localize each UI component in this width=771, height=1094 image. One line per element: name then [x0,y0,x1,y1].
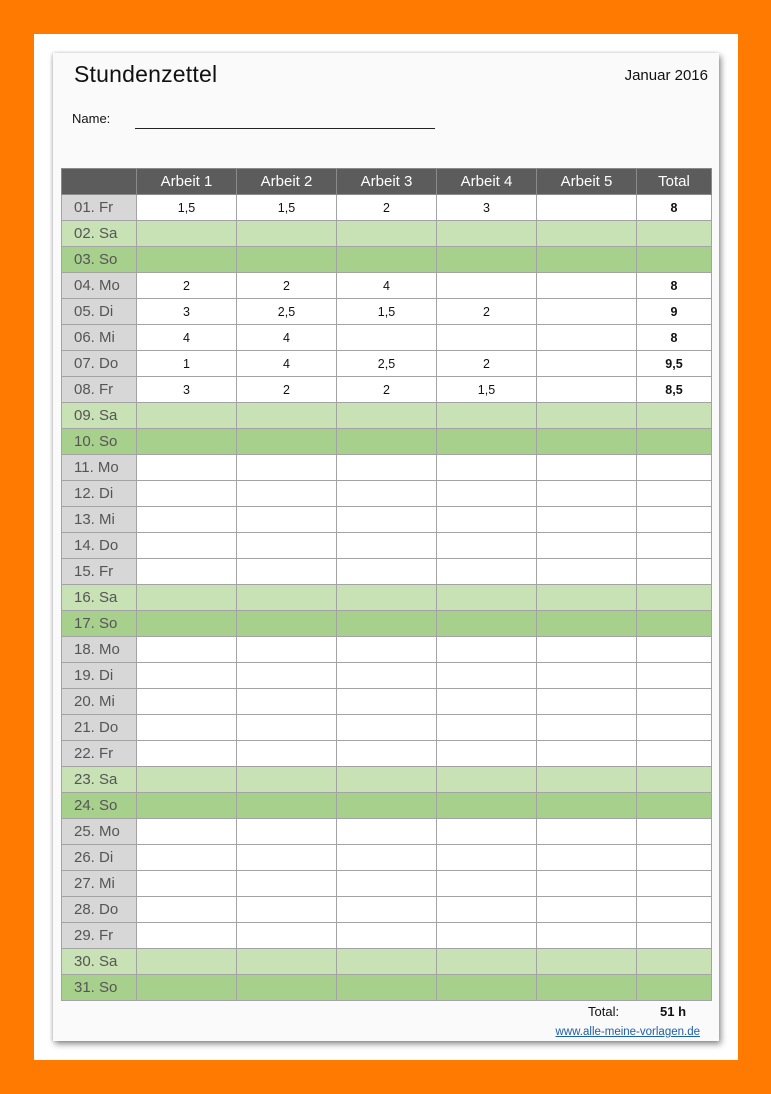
hours-cell-arbeit-2[interactable] [237,221,337,247]
table-row [62,325,712,351]
page-title: Stundenzettel [74,61,218,87]
table-row [62,741,712,767]
hours-cell-arbeit-1[interactable] [137,793,237,819]
table-row [62,481,712,507]
row-total-cell [637,559,712,585]
hours-cell-arbeit-4[interactable] [437,871,537,897]
row-total-cell: 8 [637,195,712,221]
table-row [62,429,712,455]
day-cell: 06. Mi [62,325,137,351]
table-row [62,663,712,689]
day-cell: 26. Di [62,845,137,871]
row-total-cell [637,923,712,949]
hours-cell-arbeit-1[interactable]: 4 [137,325,237,351]
hours-cell-arbeit-3[interactable] [337,845,437,871]
hours-cell-arbeit-5[interactable] [537,195,637,221]
row-total-cell: 8,5 [637,377,712,403]
hours-cell-arbeit-1[interactable] [137,845,237,871]
hours-cell-arbeit-2[interactable]: 2 [237,377,337,403]
hours-cell-arbeit-1[interactable] [137,429,237,455]
day-cell: 18. Mo [62,637,137,663]
day-cell: 07. Do [62,351,137,377]
hours-cell-arbeit-3[interactable] [337,949,437,975]
row-total-cell [637,481,712,507]
hours-cell-arbeit-2[interactable] [237,585,337,611]
table-row [62,689,712,715]
hours-cell-arbeit-5[interactable] [537,923,637,949]
day-cell: 01. Fr [62,195,137,221]
hours-cell-arbeit-2[interactable] [237,247,337,273]
table-row [62,455,712,481]
table-row [62,351,712,377]
table-row [62,585,712,611]
table-row [62,871,712,897]
day-cell: 11. Mo [62,455,137,481]
day-cell: 08. Fr [62,377,137,403]
hours-cell-arbeit-5[interactable] [537,819,637,845]
hours-cell-arbeit-5[interactable] [537,221,637,247]
hours-cell-arbeit-2[interactable] [237,923,337,949]
hours-cell-arbeit-3[interactable] [337,585,437,611]
table-row [62,195,712,221]
hours-cell-arbeit-1[interactable] [137,663,237,689]
row-total-cell [637,689,712,715]
day-cell: 16. Sa [62,585,137,611]
hours-cell-arbeit-3[interactable] [337,533,437,559]
hours-cell-arbeit-1[interactable]: 1 [137,351,237,377]
hours-cell-arbeit-2[interactable] [237,663,337,689]
timesheet-page [53,53,719,1041]
hours-cell-arbeit-1[interactable] [137,611,237,637]
column-header-arbeit-2: Arbeit 2 [237,169,337,195]
hours-cell-arbeit-3[interactable] [337,611,437,637]
hours-cell-arbeit-5[interactable] [537,507,637,533]
hours-cell-arbeit-5[interactable] [537,299,637,325]
hours-cell-arbeit-2[interactable] [237,741,337,767]
hours-cell-arbeit-4[interactable] [437,533,537,559]
hours-cell-arbeit-3[interactable]: 2 [337,195,437,221]
hours-cell-arbeit-1[interactable] [137,247,237,273]
table-row [62,559,712,585]
hours-cell-arbeit-1[interactable]: 1,5 [137,195,237,221]
row-total-cell [637,403,712,429]
grand-total-label: Total: [588,1004,620,1019]
hours-cell-arbeit-1[interactable] [137,923,237,949]
hours-cell-arbeit-4[interactable] [437,819,537,845]
hours-cell-arbeit-1[interactable]: 3 [137,299,237,325]
hours-cell-arbeit-2[interactable] [237,975,337,1001]
hours-cell-arbeit-5[interactable] [537,403,637,429]
table-body [62,195,712,1001]
hours-cell-arbeit-5[interactable] [537,767,637,793]
row-total-cell [637,741,712,767]
row-total-cell [637,533,712,559]
hours-cell-arbeit-1[interactable] [137,975,237,1001]
hours-cell-arbeit-3[interactable] [337,923,437,949]
day-cell: 21. Do [62,715,137,741]
hours-cell-arbeit-1[interactable] [137,585,237,611]
table-row [62,247,712,273]
day-cell: 14. Do [62,533,137,559]
hours-cell-arbeit-3[interactable]: 1,5 [337,299,437,325]
hours-cell-arbeit-3[interactable] [337,975,437,1001]
hours-cell-arbeit-3[interactable] [337,663,437,689]
column-header-day [62,169,137,195]
hours-cell-arbeit-3[interactable] [337,637,437,663]
hours-cell-arbeit-1[interactable] [137,507,237,533]
hours-cell-arbeit-5[interactable] [537,247,637,273]
hours-cell-arbeit-4[interactable] [437,741,537,767]
hours-cell-arbeit-4[interactable] [437,585,537,611]
row-total-cell [637,793,712,819]
column-header-arbeit-1: Arbeit 1 [137,169,237,195]
hours-cell-arbeit-4[interactable] [437,559,537,585]
hours-cell-arbeit-4[interactable] [437,715,537,741]
hours-cell-arbeit-1[interactable] [137,949,237,975]
hours-cell-arbeit-2[interactable] [237,949,337,975]
hours-cell-arbeit-5[interactable] [537,871,637,897]
hours-cell-arbeit-2[interactable] [237,403,337,429]
hours-cell-arbeit-4[interactable] [437,507,537,533]
hours-cell-arbeit-2[interactable] [237,637,337,663]
table-row [62,299,712,325]
name-field-line[interactable] [135,128,435,129]
hours-cell-arbeit-3[interactable] [337,455,437,481]
table-row [62,715,712,741]
table-header-row [62,169,712,195]
hours-cell-arbeit-3[interactable] [337,689,437,715]
row-total-cell: 9 [637,299,712,325]
day-cell: 20. Mi [62,689,137,715]
day-cell: 09. Sa [62,403,137,429]
table-row [62,403,712,429]
day-cell: 25. Mo [62,819,137,845]
table-row [62,507,712,533]
hours-cell-arbeit-2[interactable]: 2,5 [237,299,337,325]
day-cell: 05. Di [62,299,137,325]
hours-cell-arbeit-4[interactable] [437,845,537,871]
day-cell: 31. So [62,975,137,1001]
day-cell: 15. Fr [62,559,137,585]
hours-cell-arbeit-4[interactable] [437,897,537,923]
hours-cell-arbeit-3[interactable] [337,325,437,351]
hours-cell-arbeit-5[interactable] [537,377,637,403]
column-header-total: Total [637,169,712,195]
hours-cell-arbeit-5[interactable] [537,533,637,559]
website-link[interactable]: www.alle-meine-vorlagen.de [555,1026,700,1038]
month-label: Januar 2016 [624,67,708,84]
day-cell: 28. Do [62,897,137,923]
table-row [62,793,712,819]
row-total-cell [637,611,712,637]
table-row [62,377,712,403]
row-total-cell [637,975,712,1001]
hours-cell-arbeit-1[interactable] [137,741,237,767]
hours-cell-arbeit-4[interactable] [437,273,537,299]
hours-cell-arbeit-4[interactable]: 1,5 [437,377,537,403]
hours-cell-arbeit-4[interactable] [437,637,537,663]
hours-cell-arbeit-2[interactable] [237,793,337,819]
row-total-cell: 8 [637,273,712,299]
hours-cell-arbeit-5[interactable] [537,611,637,637]
hours-cell-arbeit-2[interactable]: 4 [237,325,337,351]
hours-cell-arbeit-5[interactable] [537,455,637,481]
day-cell: 24. So [62,793,137,819]
hours-cell-arbeit-1[interactable] [137,403,237,429]
hours-cell-arbeit-3[interactable] [337,481,437,507]
hours-cell-arbeit-4[interactable] [437,325,537,351]
hours-cell-arbeit-5[interactable] [537,637,637,663]
hours-cell-arbeit-4[interactable] [437,767,537,793]
hours-cell-arbeit-1[interactable] [137,897,237,923]
table-row [62,273,712,299]
hours-cell-arbeit-5[interactable] [537,325,637,351]
hours-cell-arbeit-2[interactable]: 1,5 [237,195,337,221]
hours-cell-arbeit-5[interactable] [537,845,637,871]
hours-cell-arbeit-1[interactable] [137,767,237,793]
hours-cell-arbeit-2[interactable] [237,481,337,507]
hours-cell-arbeit-4[interactable] [437,481,537,507]
hours-cell-arbeit-3[interactable] [337,819,437,845]
hours-cell-arbeit-5[interactable] [537,663,637,689]
table-row [62,637,712,663]
hours-cell-arbeit-2[interactable] [237,429,337,455]
hours-cell-arbeit-1[interactable] [137,715,237,741]
hours-cell-arbeit-4[interactable] [437,611,537,637]
hours-cell-arbeit-3[interactable] [337,741,437,767]
hours-cell-arbeit-1[interactable] [137,637,237,663]
hours-cell-arbeit-4[interactable] [437,663,537,689]
table-row [62,949,712,975]
column-header-arbeit-4: Arbeit 4 [437,169,537,195]
hours-cell-arbeit-2[interactable] [237,897,337,923]
grand-total-value: 51 h [660,1004,687,1019]
hours-cell-arbeit-4[interactable] [437,403,537,429]
hours-cell-arbeit-5[interactable] [537,585,637,611]
table-row [62,819,712,845]
hours-cell-arbeit-2[interactable] [237,689,337,715]
hours-cell-arbeit-4[interactable] [437,247,537,273]
row-total-cell [637,845,712,871]
hours-cell-arbeit-2[interactable] [237,871,337,897]
hours-cell-arbeit-2[interactable] [237,845,337,871]
hours-cell-arbeit-2[interactable] [237,507,337,533]
hours-cell-arbeit-1[interactable] [137,559,237,585]
row-total-cell: 8 [637,325,712,351]
row-total-cell [637,585,712,611]
hours-cell-arbeit-2[interactable] [237,455,337,481]
day-cell: 02. Sa [62,221,137,247]
row-total-cell [637,247,712,273]
hours-cell-arbeit-5[interactable] [537,949,637,975]
hours-cell-arbeit-2[interactable]: 2 [237,273,337,299]
hours-cell-arbeit-4[interactable] [437,221,537,247]
hours-cell-arbeit-3[interactable] [337,403,437,429]
hours-cell-arbeit-3[interactable]: 2,5 [337,351,437,377]
hours-cell-arbeit-1[interactable] [137,533,237,559]
hours-cell-arbeit-1[interactable] [137,871,237,897]
hours-cell-arbeit-3[interactable] [337,715,437,741]
table-row [62,923,712,949]
row-total-cell [637,715,712,741]
hours-cell-arbeit-5[interactable] [537,559,637,585]
hours-cell-arbeit-4[interactable] [437,455,537,481]
hours-cell-arbeit-3[interactable] [337,221,437,247]
table-row [62,897,712,923]
row-total-cell [637,871,712,897]
day-cell: 13. Mi [62,507,137,533]
row-total-cell [637,429,712,455]
day-cell: 27. Mi [62,871,137,897]
hours-cell-arbeit-2[interactable] [237,611,337,637]
table-row [62,221,712,247]
day-cell: 29. Fr [62,923,137,949]
day-cell: 12. Di [62,481,137,507]
orange-frame [34,34,738,1060]
day-cell: 19. Di [62,663,137,689]
hours-cell-arbeit-4[interactable]: 2 [437,299,537,325]
row-total-cell [637,637,712,663]
hours-cell-arbeit-4[interactable] [437,923,537,949]
hours-cell-arbeit-5[interactable] [537,351,637,377]
day-cell: 10. So [62,429,137,455]
hours-cell-arbeit-2[interactable] [237,767,337,793]
hours-cell-arbeit-2[interactable] [237,715,337,741]
hours-cell-arbeit-4[interactable] [437,975,537,1001]
row-total-cell [637,221,712,247]
hours-cell-arbeit-3[interactable] [337,793,437,819]
hours-cell-arbeit-5[interactable] [537,689,637,715]
day-cell: 22. Fr [62,741,137,767]
row-total-cell: 9,5 [637,351,712,377]
name-label: Name: [72,111,111,126]
hours-cell-arbeit-3[interactable] [337,507,437,533]
row-total-cell [637,949,712,975]
day-cell: 03. So [62,247,137,273]
hours-cell-arbeit-1[interactable] [137,481,237,507]
hours-cell-arbeit-4[interactable] [437,949,537,975]
hours-cell-arbeit-4[interactable] [437,689,537,715]
row-total-cell [637,507,712,533]
hours-cell-arbeit-2[interactable] [237,819,337,845]
hours-cell-arbeit-3[interactable] [337,247,437,273]
hours-cell-arbeit-2[interactable] [237,559,337,585]
row-total-cell [637,897,712,923]
column-header-arbeit-3: Arbeit 3 [337,169,437,195]
day-cell: 04. Mo [62,273,137,299]
hours-cell-arbeit-3[interactable]: 2 [337,377,437,403]
hours-cell-arbeit-1[interactable] [137,455,237,481]
hours-cell-arbeit-3[interactable] [337,767,437,793]
hours-cell-arbeit-1[interactable]: 3 [137,377,237,403]
row-total-cell [637,819,712,845]
hours-cell-arbeit-4[interactable]: 2 [437,351,537,377]
row-total-cell [637,663,712,689]
hours-cell-arbeit-5[interactable] [537,793,637,819]
hours-cell-arbeit-5[interactable] [537,975,637,1001]
day-cell: 17. So [62,611,137,637]
hours-cell-arbeit-5[interactable] [537,741,637,767]
table-row [62,767,712,793]
table-row [62,533,712,559]
hours-cell-arbeit-1[interactable]: 2 [137,273,237,299]
row-total-cell [637,455,712,481]
row-total-cell [637,767,712,793]
hours-cell-arbeit-4[interactable]: 3 [437,195,537,221]
hours-cell-arbeit-3[interactable] [337,559,437,585]
hours-cell-arbeit-5[interactable] [537,715,637,741]
table-row [62,975,712,1001]
hours-cell-arbeit-2[interactable] [237,533,337,559]
hours-cell-arbeit-5[interactable] [537,897,637,923]
day-cell: 30. Sa [62,949,137,975]
hours-cell-arbeit-4[interactable] [437,793,537,819]
hours-cell-arbeit-3[interactable]: 4 [337,273,437,299]
hours-cell-arbeit-2[interactable]: 4 [237,351,337,377]
day-cell: 23. Sa [62,767,137,793]
hours-cell-arbeit-1[interactable] [137,819,237,845]
hours-cell-arbeit-5[interactable] [537,273,637,299]
hours-table [61,168,712,1001]
hours-cell-arbeit-5[interactable] [537,429,637,455]
column-header-arbeit-5: Arbeit 5 [537,169,637,195]
table-row [62,845,712,871]
hours-cell-arbeit-5[interactable] [537,481,637,507]
hours-cell-arbeit-1[interactable] [137,221,237,247]
hours-cell-arbeit-4[interactable] [437,429,537,455]
table-row [62,611,712,637]
hours-cell-arbeit-1[interactable] [137,689,237,715]
hours-cell-arbeit-3[interactable] [337,897,437,923]
hours-cell-arbeit-3[interactable] [337,871,437,897]
hours-cell-arbeit-3[interactable] [337,429,437,455]
